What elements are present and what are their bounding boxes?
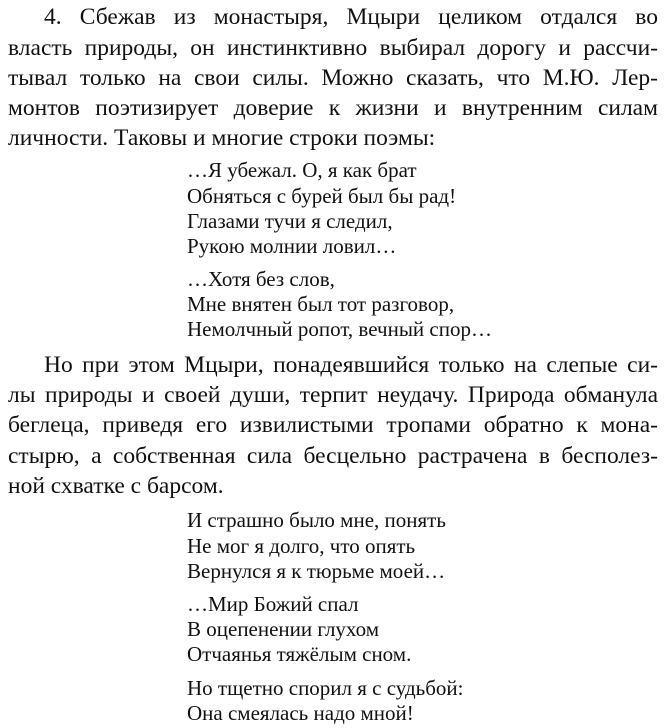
verse-line: Не мог я долго, что опять bbox=[187, 534, 416, 558]
verse-line: Обняться с бурей был бы рад! bbox=[187, 184, 457, 208]
paragraph-2-line-3: беглеца, приведя его извилистыми тропами обратно к мона- bbox=[8, 412, 658, 438]
verse-line: Отчаянья тяжёлым сном. bbox=[187, 642, 412, 666]
verse-line: И страшно было мне, понять bbox=[187, 508, 446, 532]
paragraph-1-line-5: личности. Таковы и многие строки поэмы: bbox=[8, 125, 436, 151]
paragraph-2-line-1: Но при этом Мцыри, понадеявшийся только на слепые си- bbox=[44, 352, 658, 378]
verse-line: Глазами тучи я следил, bbox=[187, 209, 393, 233]
verse-line: …Мир Божий спал bbox=[187, 592, 359, 616]
paragraph-2-line-4: стырю, а собственная сила бесцельно растрачена в бесполез- bbox=[8, 443, 658, 469]
verse-line: …Я убежал. О, я как брат bbox=[187, 158, 417, 182]
verse-line: Мне внятен был тот разговор, bbox=[187, 292, 455, 316]
verse-line: Рукою молнии ловил… bbox=[187, 234, 397, 258]
verse-line: Вернулся я к тюрьме моей… bbox=[187, 559, 446, 583]
paragraph-2-line-5: ной схватке с барсом. bbox=[8, 473, 224, 499]
verse-line: Но тщетно спорил я с судьбой: bbox=[187, 676, 464, 700]
verse-line: Она смеялась надо мной! bbox=[187, 701, 414, 725]
verse-line: Немолчный ропот, вечный спор… bbox=[187, 317, 492, 341]
paragraph-1-line-1: 4. Сбежав из монастыря, Мцыри целиком отдался во bbox=[44, 4, 658, 30]
verse-line: …Хотя без слов, bbox=[187, 267, 335, 291]
paragraph-1-line-3: тывал только на свои силы. Можно сказать, что М.Ю. Лер- bbox=[8, 65, 658, 91]
paragraph-2-line-2: лы природы и своей души, терпит неудачу. Природа обманула bbox=[8, 382, 658, 408]
paragraph-1-line-4: монтов поэтизирует доверие к жизни и внутренним силам bbox=[8, 95, 658, 121]
verse-line: В оцепенении глухом bbox=[187, 617, 380, 641]
paragraph-1-line-2: власть природы, он инстинктивно выбирал дорогу и рассчи- bbox=[8, 35, 658, 61]
